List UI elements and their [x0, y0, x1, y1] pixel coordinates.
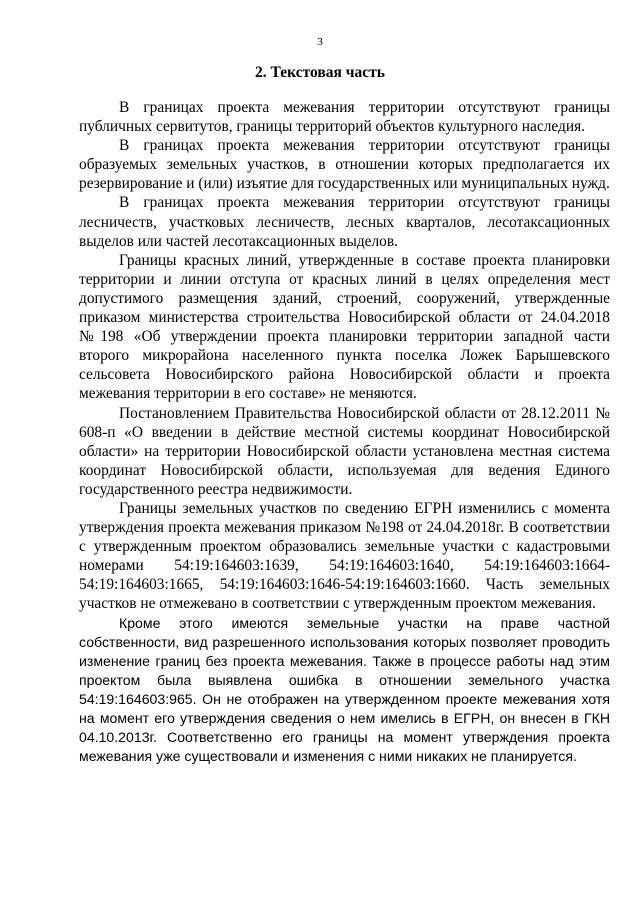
paragraph-land-plots-egrn: Границы земельных участков по сведению ЕГРН изменились с момента утверждения проекта межевания приказом №198 от 24.04.2018г. В соответствии с утвержденным проектом образовались земельные участки с кадастровыми номерами 54:19:164603:1639, 54:19:164603:1640, 54:19:164603:1664-54:19:164603:1665, 54:19:164603:1646-54:19:164603:1660. Часть земельных участков не отмежевано в соответствии с утвержденным проектом межевания.	[79, 499, 610, 613]
section-heading: 2. Текстовая часть	[255, 64, 385, 81]
paragraph-private-ownership: Кроме этого имеются земельные участки на праве частной собственности, вид разрешенного использования которых позволяет проводить изменение границ без проекта межевания. Также в процессе работы над этим проектом была выявлена ошибка в отношении земельного участка 54:19:164603:965. Он не отображен на утвержденном проекте межевания хотя на момент его утверждения сведения о нем имелись в ЕГРН, он внесен в ГКН 04.10.2013г. Соответственно его границы на момент утверждения проекта межевания уже существовали и изменения с ними никаких не планируется.	[79, 614, 610, 765]
paragraph-coordinate-system: Постановлением Правительства Новосибирской области от 28.12.2011 № 608-п «О введении в действие местной системы координат Новосибирской области» на территории Новосибирской области установлена местная система координат Новосибирской области, используемая для ведения Единого государственного реестра недвижимости.	[79, 404, 610, 498]
paragraph-forestry: В границах проекта межевания территории отсутствуют границы лесничеств, участковых лесничеств, лесных кварталов, лесотаксационных выделов или частей лесотаксационных выделов.	[79, 194, 610, 250]
paragraph-public-servitudes: В границах проекта межевания территории отсутствуют границы публичных сервитутов, границы территорий объектов культурного наследия.	[79, 99, 610, 136]
body-text	[79, 98, 610, 766]
page-number: 3	[317, 36, 323, 48]
paragraph-red-lines: Границы красных линий, утвержденные в составе проекта планировки территории и линии отступа от красных линий в целях определения мест допустимого размещения зданий, строений, сооружений, утвержденные приказом министерства строительства Новосибирской области от 24.04.2018 №198 «Об утверждении проекта планировки территории западной части второго микрорайона населенного пункта поселка Ложек Барышевского сельсовета Новосибирского района Новосибирской области и проекта межевания территории в его составе» не меняются.	[79, 251, 610, 403]
paragraph-reservation: В границах проекта межевания территории отсутствуют границы образуемых земельных участков, в отношении которых предполагается их резервирование и (или) изъятие для государственных или муниципальных нужд.	[79, 137, 610, 193]
